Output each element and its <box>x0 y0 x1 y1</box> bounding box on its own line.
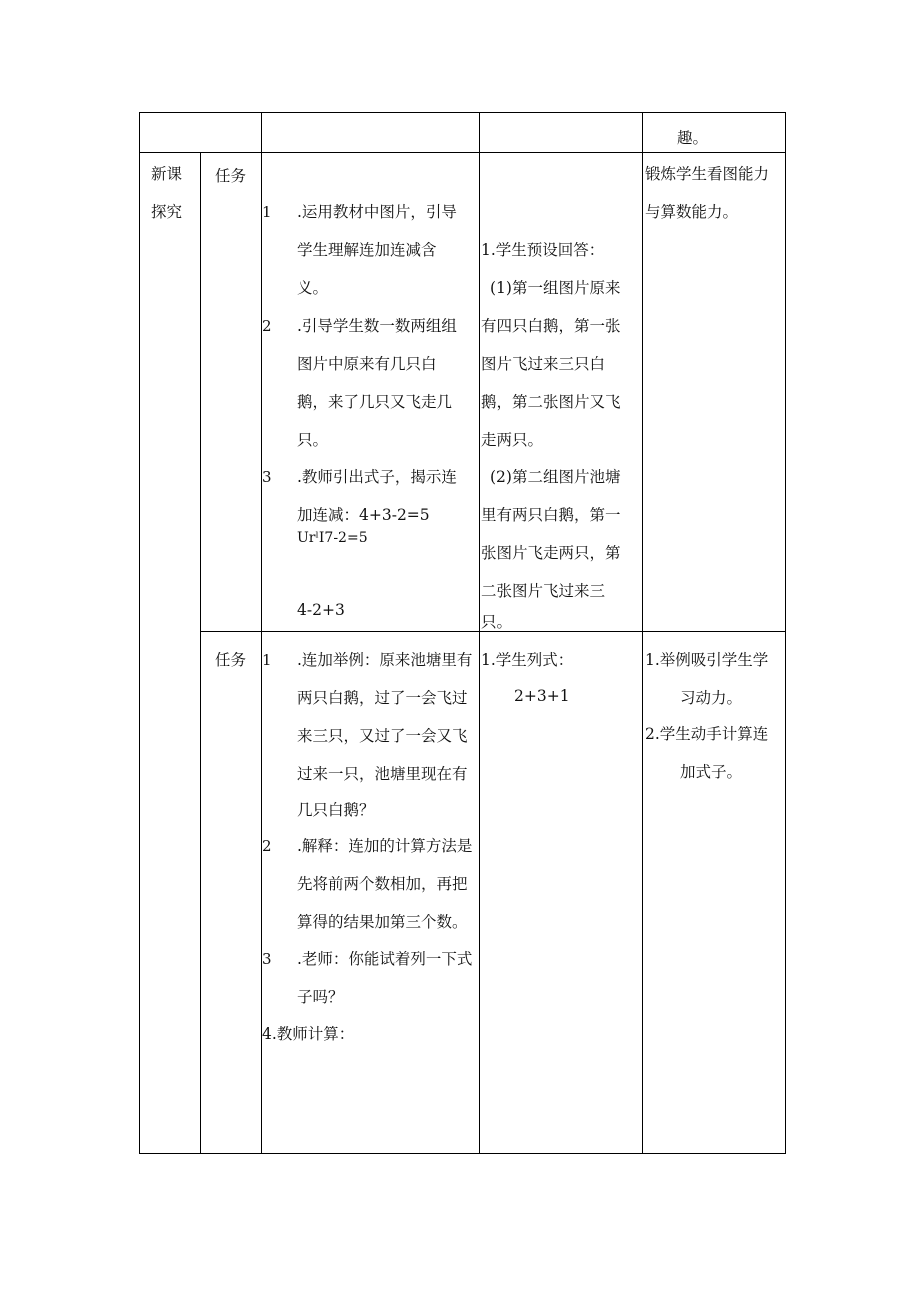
task1-goal-line: 锻炼学生看图能力 <box>645 165 770 183</box>
task2-item3-number: 3 <box>262 950 272 968</box>
task2-item1-line: 来三只，又过了一会又飞 <box>297 727 468 745</box>
task2-goal-line: 2.学生动手计算连 <box>645 725 769 743</box>
task2-student-line2: 2+3+1 <box>514 687 570 705</box>
task1-student-line: 张图片飞走两只，第 <box>481 544 621 562</box>
task1-student-line: 里有两只白鹅，第一 <box>481 506 621 524</box>
task1-item3-last-formula: 4-2+3 <box>297 601 345 619</box>
task2-item1-line: 几只白鹅？ <box>297 801 375 819</box>
task1-student-line: 图片飞过来三只白 <box>481 355 606 373</box>
task1-item1-line: 学生理解连加连减含 <box>297 241 437 259</box>
task1-student-line: 二张图片飞过来三 <box>481 582 606 600</box>
task1-item1-line: .运用教材中图片，引导 <box>297 203 457 221</box>
task1-student-line: 有四只白鹅，第一张 <box>481 317 621 335</box>
task1-item1-number: 1 <box>262 203 272 221</box>
task1-student-line: 鹅，第二张图片又飞 <box>481 393 621 411</box>
task1-item2-line: 图片中原来有几只白 <box>297 355 437 373</box>
top-row-goal-text: 趣。 <box>677 129 709 147</box>
task1-item2-line: 鹅，来了几只又飞走几 <box>297 393 453 411</box>
task2-item2-line: .解释：连加的计算方法是 <box>297 837 473 855</box>
task2-goal-line: 习动力。 <box>680 689 743 707</box>
task2-item3-line: .老师：你能试着列一下式 <box>297 950 473 968</box>
task1-item3-extra-formula: UrˡI7-2=5 <box>297 530 368 546</box>
task1-label: 任务 <box>215 167 247 185</box>
task2-item1-line: .连加举例：原来池塘里有 <box>297 651 473 669</box>
task2-item2-number: 2 <box>262 837 272 855</box>
task1-item3-line: .教师引出式子，揭示连 <box>297 468 457 486</box>
task1-item3-line: 加连减：4+3-2=5 <box>297 506 430 524</box>
task1-student-line: (2)第二组图片池塘 <box>490 468 621 486</box>
task2-item2-line: 算得的结果加第三个数。 <box>297 913 468 931</box>
task1-item2-line: .引导学生数一数两组组 <box>297 317 457 335</box>
task1-item2-number: 2 <box>262 317 272 335</box>
task1-item1-line: 义。 <box>297 279 329 297</box>
task2-student-line1: 1.学生列式： <box>481 651 574 669</box>
task1-student-line: 只。 <box>481 613 513 631</box>
task1-item3-number: 3 <box>262 468 272 486</box>
task2-label: 任务 <box>215 651 247 669</box>
task1-goal-line: 与算数能力。 <box>645 203 739 221</box>
section-label-line2: 探究 <box>151 203 183 221</box>
task1-student-line: (1)第一组图片原来 <box>490 279 621 297</box>
task2-goal-line: 1.举例吸引学生学 <box>645 651 769 669</box>
task1-student-line: 走两只。 <box>481 431 544 449</box>
task2-item2-line: 先将前两个数相加，再把 <box>297 875 468 893</box>
task2-item1-line: 两只白鹅，过了一会飞过 <box>297 689 468 707</box>
task2-item3-line: 子吗？ <box>297 988 344 1006</box>
task1-student-line: 1.学生预设回答： <box>481 241 605 259</box>
task2-goal-line: 加式子。 <box>680 763 743 781</box>
task2-item1-line: 过来一只，池塘里现在有 <box>297 765 468 783</box>
task2-item4-text: 4.教师计算： <box>262 1025 355 1043</box>
task2-item1-number: 1 <box>262 651 272 669</box>
section-label-line1: 新课 <box>151 165 183 183</box>
task1-item2-line: 只。 <box>297 431 329 449</box>
